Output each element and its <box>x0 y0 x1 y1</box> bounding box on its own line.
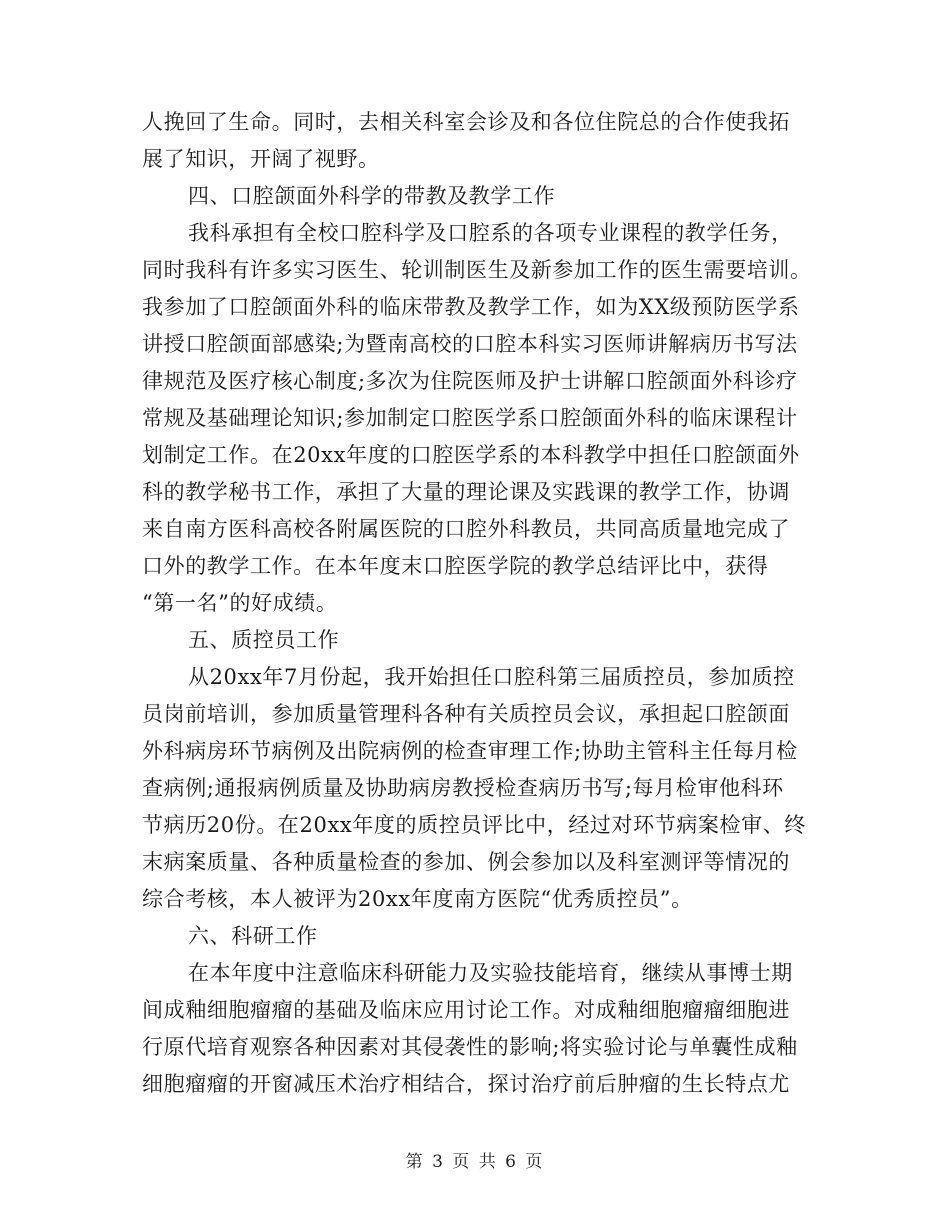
text-line: 人挽回了生命。同时，去相关科室会诊及和各位住院总的合作使我拓 <box>142 110 790 134</box>
text-line: 查病例;通报病例质量及协助病房教授检查病历书写;每月检审他科环 <box>142 776 784 800</box>
document-body <box>142 104 810 1103</box>
text-line: 来自南方医科高校各附属医院的口腔外科教员，共同高质量地完成了 <box>142 517 790 541</box>
text-line: “第一名”的好成绩。 <box>142 591 338 615</box>
page-footer: 第 3 页 共 6 页 <box>405 1152 545 1172</box>
text-line: 间成釉细胞瘤瘤的基础及临床应用讨论工作。对成釉细胞瘤瘤细胞进 <box>142 998 790 1022</box>
text-line: 律规范及医疗核心制度;多次为住院医师及护士讲解口腔颌面外科诊疗 <box>142 369 798 393</box>
text-line: 六、科研工作 <box>188 924 318 948</box>
text-line: 五、质控员工作 <box>188 628 340 652</box>
text-line: 外科病房环节病例及出院病例的检查审理工作;协助主管科主任每月检 <box>142 739 798 763</box>
text-line: 我参加了口腔颌面外科的临床带教及教学工作，如为XX级预防医学系 <box>142 295 800 319</box>
text-line: 员岗前培训，参加质量管理科各种有关质控员会议，承担起口腔颌面 <box>142 702 790 726</box>
text-line: 讲授口腔颌面部感染;为暨南高校的口腔本科实习医师讲解病历书写法 <box>142 332 798 356</box>
text-line: 常规及基础理论知识;参加制定口腔医学系口腔颌面外科的临床课程计 <box>142 406 798 430</box>
text-line: 四、口腔颌面外科学的带教及教学工作 <box>188 184 556 208</box>
text-line: 同时我科有许多实习医生、轮训制医生及新参加工作的医生需要培训。 <box>142 258 812 282</box>
text-line: 在本年度中注意临床科研能力及实验技能培育，继续从事博士期 <box>188 961 793 985</box>
text-line: 科的教学秘书工作，承担了大量的理论课及实践课的教学工作，协调 <box>142 480 790 504</box>
text-line: 划制定工作。在20xx年度的口腔医学系的本科教学中担任口腔颌面外 <box>142 443 800 467</box>
text-line: 从20xx年7月份起，我开始担任口腔科第三届质控员，参加质控 <box>188 665 795 689</box>
text-line: 口外的教学工作。在本年度末口腔医学院的教学总结评比中，获得 <box>142 554 769 578</box>
text-line: 行原代培育观察各种因素对其侵袭性的影响;将实验讨论与单囊性成釉 <box>142 1035 798 1059</box>
text-line: 节病历20份。在20xx年度的质控员评比中，经过对环节病案检审、终 <box>142 813 806 837</box>
text-line: 我科承担有全校口腔科学及口腔系的各项专业课程的教学任务， <box>188 221 793 245</box>
text-line: 末病案质量、各种质量检查的参加、例会参加以及科室测评等情况的 <box>142 850 790 874</box>
text-line: 展了知识，开阔了视野。 <box>142 147 380 171</box>
text-line: 综合考核，本人被评为20xx年度南方医院“优秀质控员”。 <box>142 887 693 911</box>
text-line: 细胞瘤瘤的开窗减压术治疗相结合，探讨治疗前后肿瘤的生长特点尤 <box>142 1072 790 1096</box>
